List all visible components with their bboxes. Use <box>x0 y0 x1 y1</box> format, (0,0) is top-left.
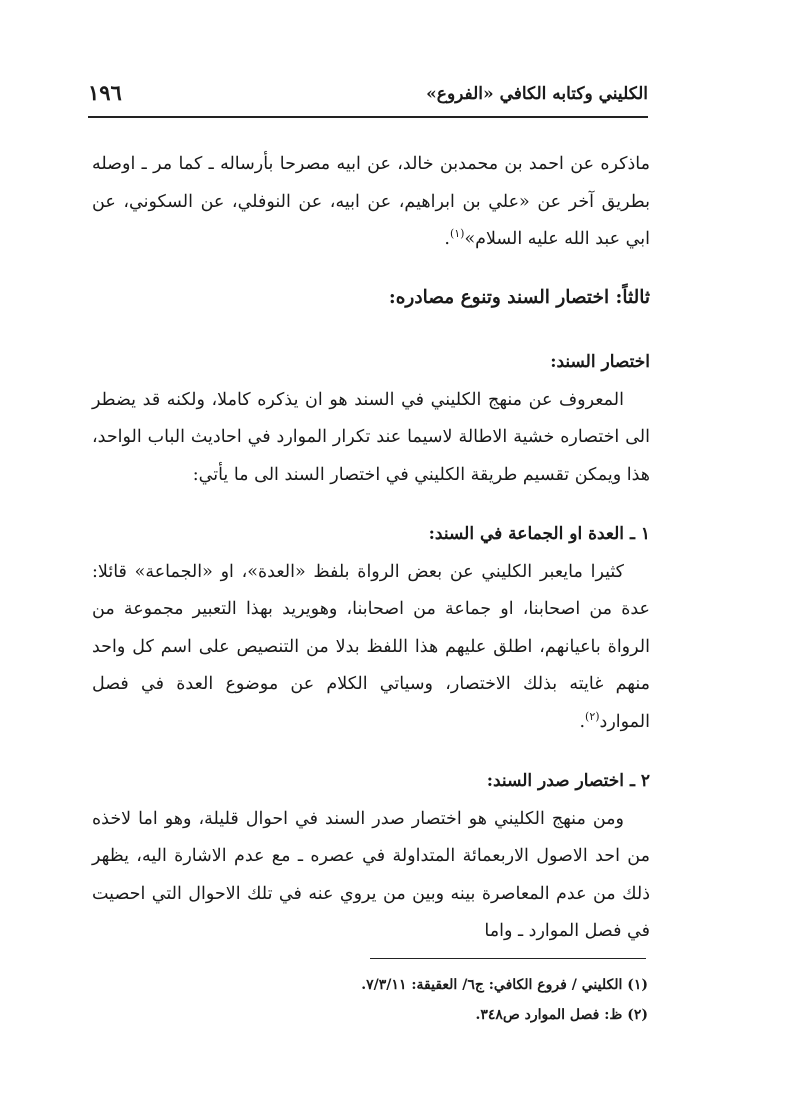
idda-text: كثيرا مايعبر الكليني عن بعض الرواة بلفظ «العدة»، او «الجماعة» قائلا: عدة من اصحابنا، او جماعة من اصحابنا، وهويريد بهذا التعبير مجموعة من الرواة باعيانهم، اطلق عليهم هذا اللفظ بدلا من التنصيص على اسم كل واحد منهم غايته بذلك الاختصار، وسياتي الكلام عن موضوع العدة في فصل الموارد <box>92 561 650 732</box>
running-header <box>88 78 648 112</box>
paragraph-sanad-abbrev: المعروف عن منهج الكليني في السند هو ان يذكره كاملا، ولكنه قد يضطر الى اختصاره خشية الاطالة لاسيما عند تكرار الموارد في احاديث الباب الواحد، هذا ويمكن تقسيم طريقة الكليني في اختصار السند الى ما يأتي: <box>92 389 650 485</box>
footnotes <box>92 970 648 1030</box>
footnote-ref-1: (١) <box>449 227 465 241</box>
section-heading: ثالثاً: اختصار السند وتنوع مصادره: <box>388 286 650 308</box>
page-number: ١٩٦ <box>88 80 122 105</box>
footnote-1: (١) الكليني / فروع الكافي: ج٦/ العقيقة: ٧/٣/١١. <box>361 977 648 993</box>
intro-paragraph <box>92 146 650 259</box>
subheading-sanad-abbrev: اختصار السند: <box>550 352 650 372</box>
header-rule <box>88 116 648 118</box>
footnote-rule <box>370 958 646 959</box>
subheading-sadr: ٢ ـ اختصار صدر السند: <box>486 771 650 791</box>
intro-text: ماذكره عن احمد بن محمدبن خالد، عن ابيه مصرحا بأرساله ـ كما مر ـ اوصله بطريق آخر عن «علي بن ابراهيم، عن ابيه، عن النوفلي، عن السكوني، عن ابي عبد الله عليه السلام» <box>92 154 650 249</box>
intro-end: . <box>444 229 450 249</box>
paragraph-idda <box>92 554 650 742</box>
header-title: الكليني وكتابه الكافي «الفروع» <box>426 84 648 104</box>
footnote-2: (٢) ظ: فصل الموارد ص٣٤٨. <box>475 1007 648 1023</box>
paragraph-sadr: ومن منهج الكليني هو اختصار صدر السند في احوال قليلة، وهو اما لاخذه من احد الاصول الاربعمائة المتداولة في عصره ـ مع عدم الاشارة اليه، يظهر ذلك من عدم المعاصرة بينه وبين من يروي عنه في تلك الاحوال التي احصيت في فصل الموارد ـ واما <box>92 808 650 941</box>
footnote-ref-2: (٢) <box>585 709 600 723</box>
subheading-idda: ١ ـ العدة او الجماعة في السند: <box>428 524 650 544</box>
body-text <box>92 146 650 951</box>
idda-end: . <box>579 711 586 732</box>
